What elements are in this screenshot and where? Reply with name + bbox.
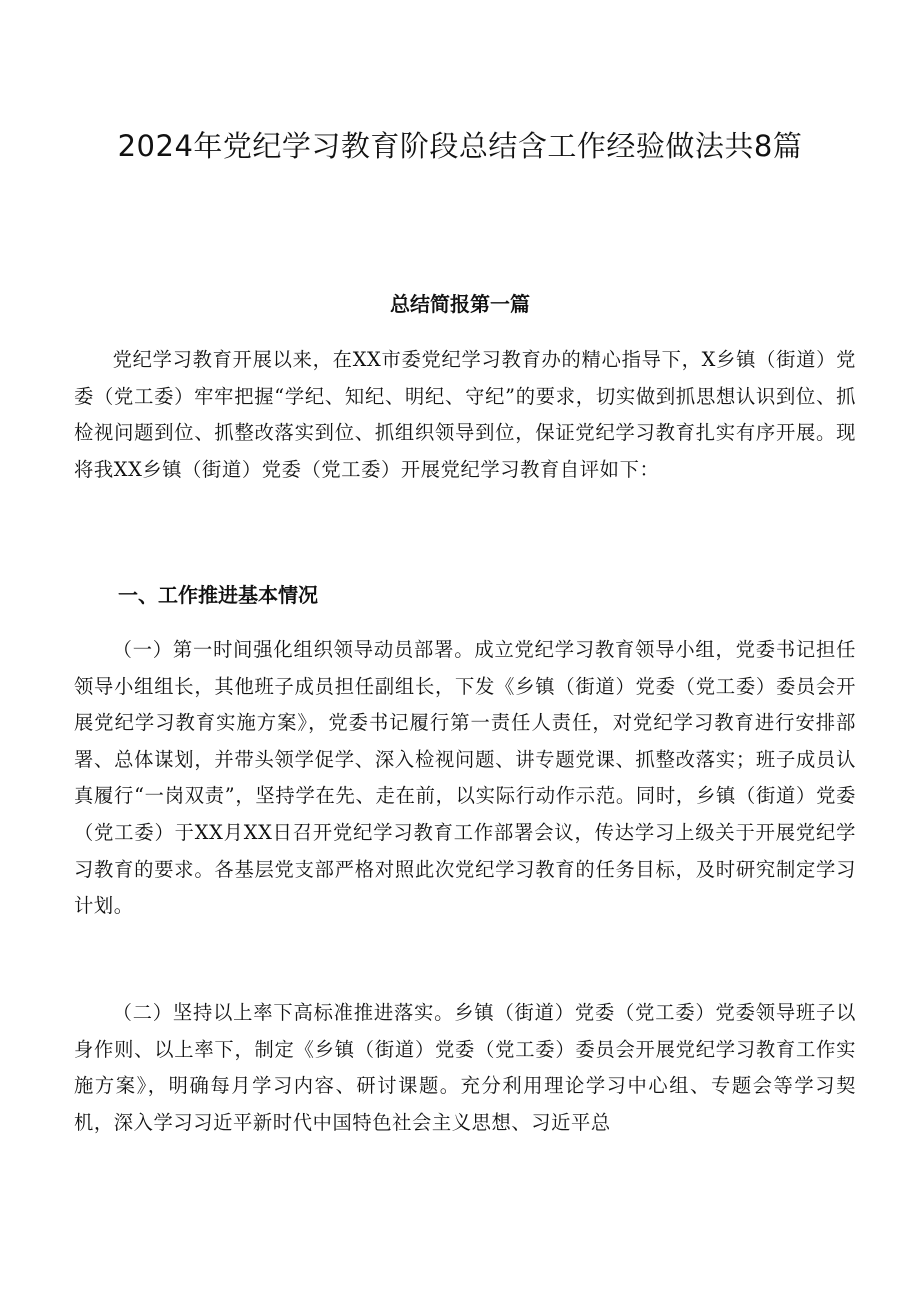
- intro-paragraph: 党纪学习教育开展以来，在XX市委党纪学习教育办的精心指导下，X乡镇（街道）党委（党工委）牢牢把握“学纪、知纪、明纪、守纪”的要求，切实做到抓思想认识到位、抓检视问题到位、抓整改落实到位、抓组织领导到位，保证党纪学习教育扎实有序开展。现将我XX乡镇（街道）党委（党工委）开展党纪学习教育自评如下：: [74, 348, 856, 481]
- body-paragraph-2: （二）坚持以上率下高标准推进落实。乡镇（街道）党委（党工委）党委领导班子以身作则、以上率下，制定《乡镇（街道）党委（党工委）委员会开展党纪学习教育工作实施方案》，明确每月学习内容、研讨课题。充分利用理论学习中心组、专题会等学习契机，深入学习习近平新时代中国特色社会主义思想、习近平总: [74, 1001, 856, 1134]
- body-paragraph-1: （一）第一时间强化组织领导动员部署。成立党纪学习教育领导小组，党委书记担任领导小组组长，其他班子成员担任副组长，下发《乡镇（街道）党委（党工委）委员会开展党纪学习教育实施方案》，党委书记履行第一责任人责任，对党纪学习教育进行安排部署、总体谋划，并带头领学促学、深入检视问题、讲专题党课、抓整改落实；班子成员认真履行“一岗双责”，坚持学在先、走在前，以实际行动作示范。同时，乡镇（街道）党委（党工委）于XX月XX日召开党纪学习教育工作部署会议，传达学习上级关于开展党纪学习教育的要求。各基层党支部严格对照此次党纪学习教育的任务目标，及时研究制定学习计划。: [74, 638, 856, 918]
- document-title: 2024年党纪学习教育阶段总结含工作经验做法共8篇: [117, 129, 803, 163]
- subheading-work-progress: 一、工作推进基本情况: [118, 583, 318, 607]
- section-heading: 总结简报第一篇: [390, 292, 530, 316]
